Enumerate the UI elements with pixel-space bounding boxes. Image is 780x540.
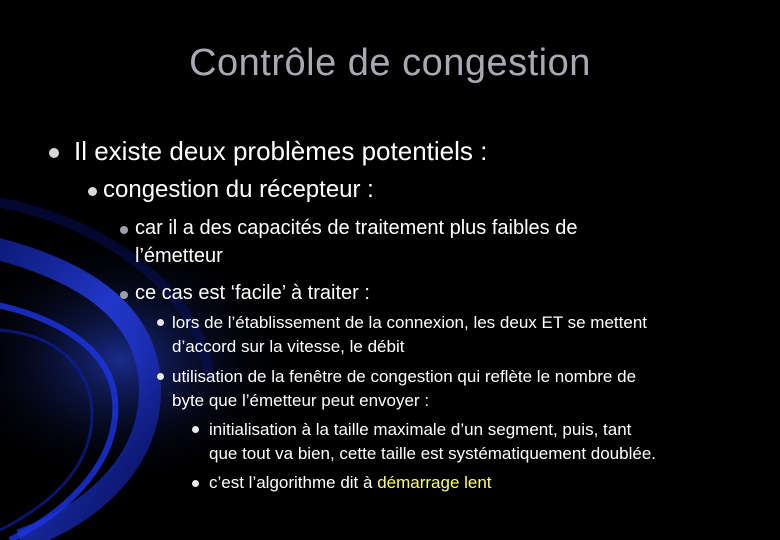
level5-item-2-text: c’est l’algorithme dit à <box>209 473 378 492</box>
highlight-term: démarrage lent <box>377 473 492 492</box>
level3-item-1-line2: l’émetteur <box>135 245 223 267</box>
level5-item-2 <box>209 473 492 493</box>
level4-item-2-line2: byte que l’émetteur peut envoyer : <box>172 391 430 410</box>
level5-item-1-line1: initialisation à la taille maximale d’un segment, puis, tant <box>209 420 632 439</box>
level2-text: congestion du récepteur : <box>103 176 374 203</box>
level4-bullet-1 <box>157 319 164 326</box>
level4-item-1-line2: d’accord sur la vitesse, le débit <box>172 337 405 356</box>
level3-item-1-line1: car il a des capacités de traitement plus faibles de <box>135 217 578 239</box>
level3-bullet-2 <box>120 291 128 299</box>
level1-text: Il existe deux problèmes potentiels : <box>74 136 488 166</box>
level4-item-1-line1: lors de l’établissement de la connexion, les deux ET se mettent <box>172 313 648 332</box>
level1-bullet <box>49 148 59 158</box>
level2-bullet <box>88 187 97 196</box>
level5-bullet-2 <box>192 480 199 487</box>
level3-bullet-1 <box>120 226 128 234</box>
level5-bullet-1 <box>192 426 199 433</box>
level4-bullet-2 <box>157 373 164 380</box>
level4-item-2-line1: utilisation de la fenêtre de congestion qui reflète le nombre de <box>172 367 637 386</box>
level3-item-2-line1: ce cas est ‘facile’ à traiter : <box>135 282 370 304</box>
level5-item-1-line2: que tout va bien, cette taille est systématiquement doublée. <box>209 444 656 463</box>
slide-title: Contrôle de congestion <box>189 42 591 84</box>
